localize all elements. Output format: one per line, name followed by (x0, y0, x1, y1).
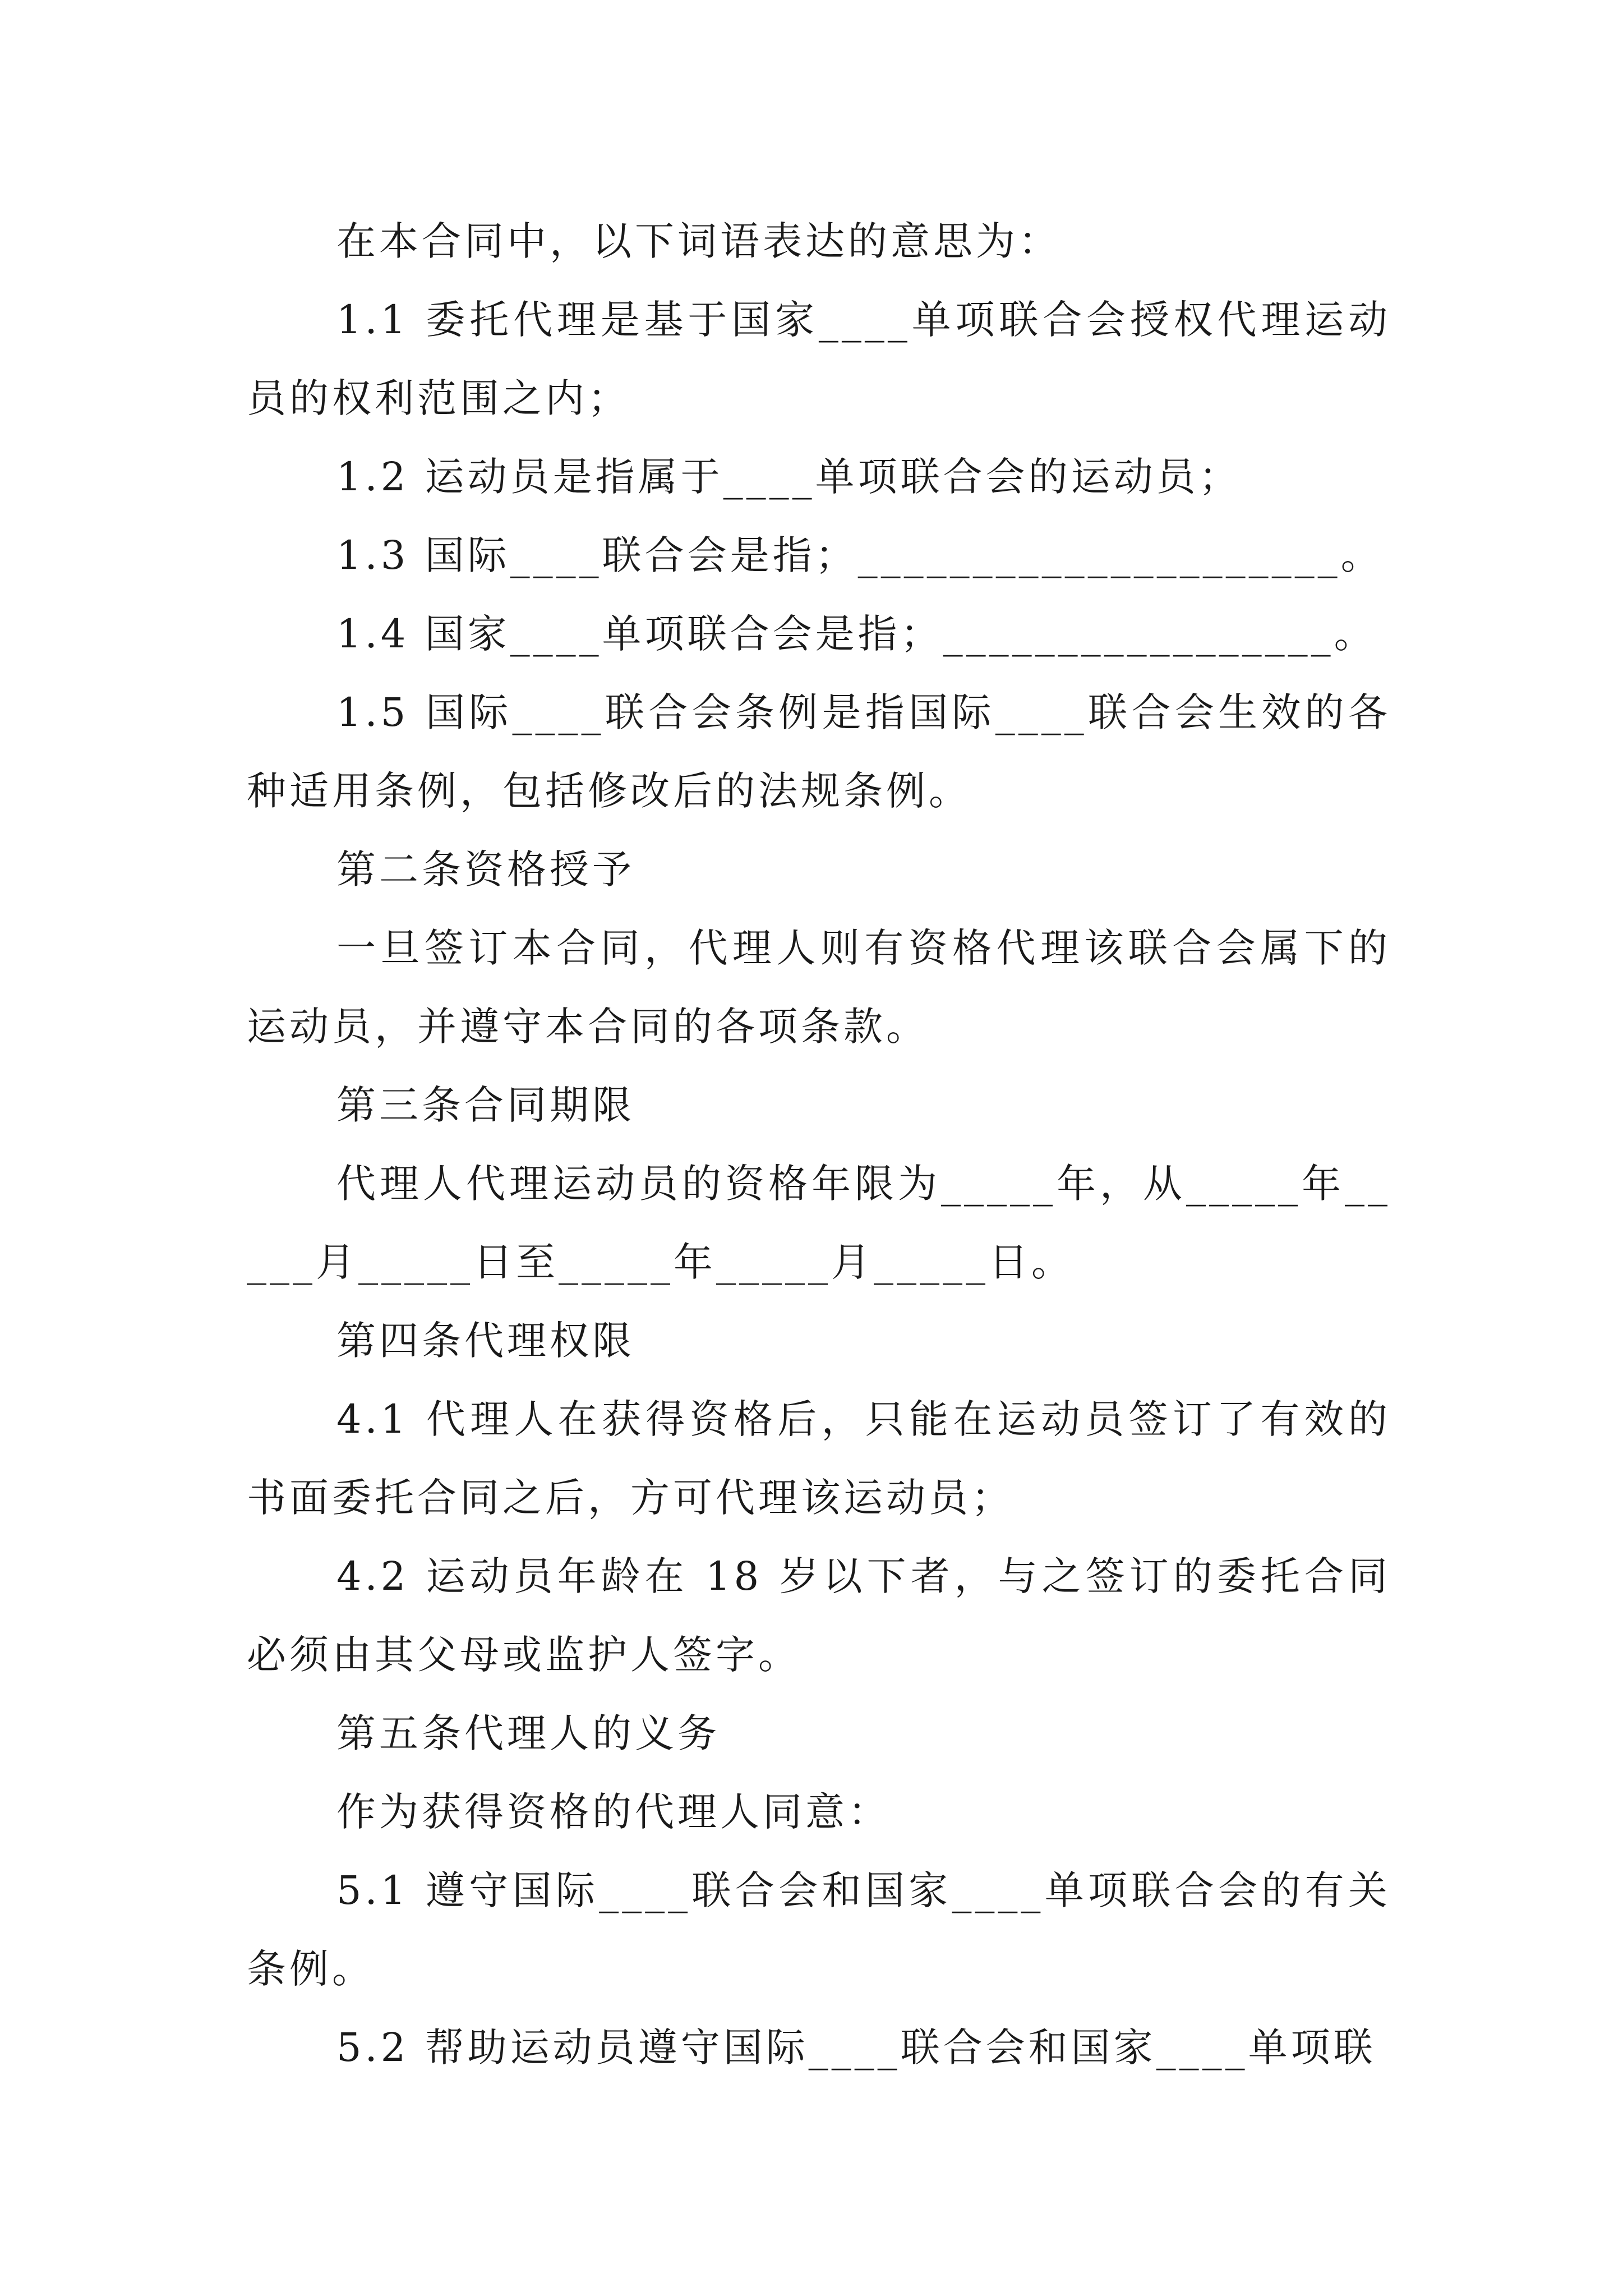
document-body (247, 202, 1391, 2087)
clause-5-2: 5.2 帮助运动员遵守国际____联合会和国家____单项联 (336, 2024, 1376, 2070)
clause-1-1: 1.1 委托代理是基于国家____单项联合会授权代理运动员的权利范围之内； (247, 297, 1391, 421)
clause-1-5: 1.5 国际____联合会条例是指国际____联合会生效的各种适用条例，包括修改后的法规条例。 (247, 689, 1391, 814)
article-4-heading: 第四条代理权限 (336, 1318, 635, 1364)
article-5-intro: 作为获得资格的代理人同意： (336, 1789, 891, 1835)
clause-1-2: 1.2 运动员是指属于____单项联合会的运动员； (336, 454, 1242, 500)
intro-paragraph: 在本合同中，以下词语表达的意思为： (336, 218, 1061, 264)
clause-4-1: 4.1 代理人在获得资格后，只能在运动员签订了有效的书面委托合同之后，方可代理该运动员； (247, 1396, 1391, 1521)
article-5-heading: 第五条代理人的义务 (336, 1710, 720, 1756)
article-3-body: 代理人代理运动员的资格年限为_____年，从_____年_____月_____日至_____年_____月_____日。 (247, 1161, 1391, 1285)
clause-5-1: 5.1 遵守国际____联合会和国家____单项联合会的有关条例。 (247, 1867, 1391, 1992)
clause-4-2: 4.2 运动员年龄在 18 岁以下者，与之签订的委托合同必须由其父母或监护人签字。 (247, 1553, 1391, 1678)
clause-1-3: 1.3 国际____联合会是指；_____________________。 (336, 532, 1384, 578)
article-3-heading: 第三条合同期限 (336, 1082, 635, 1128)
article-2-heading: 第二条资格授予 (336, 846, 635, 892)
clause-1-4: 1.4 国家____单项联合会是指；_________________。 (336, 611, 1377, 657)
article-2-body: 一旦签订本合同，代理人则有资格代理该联合会属下的运动员，并遵守本合同的各项条款。 (247, 925, 1391, 1050)
